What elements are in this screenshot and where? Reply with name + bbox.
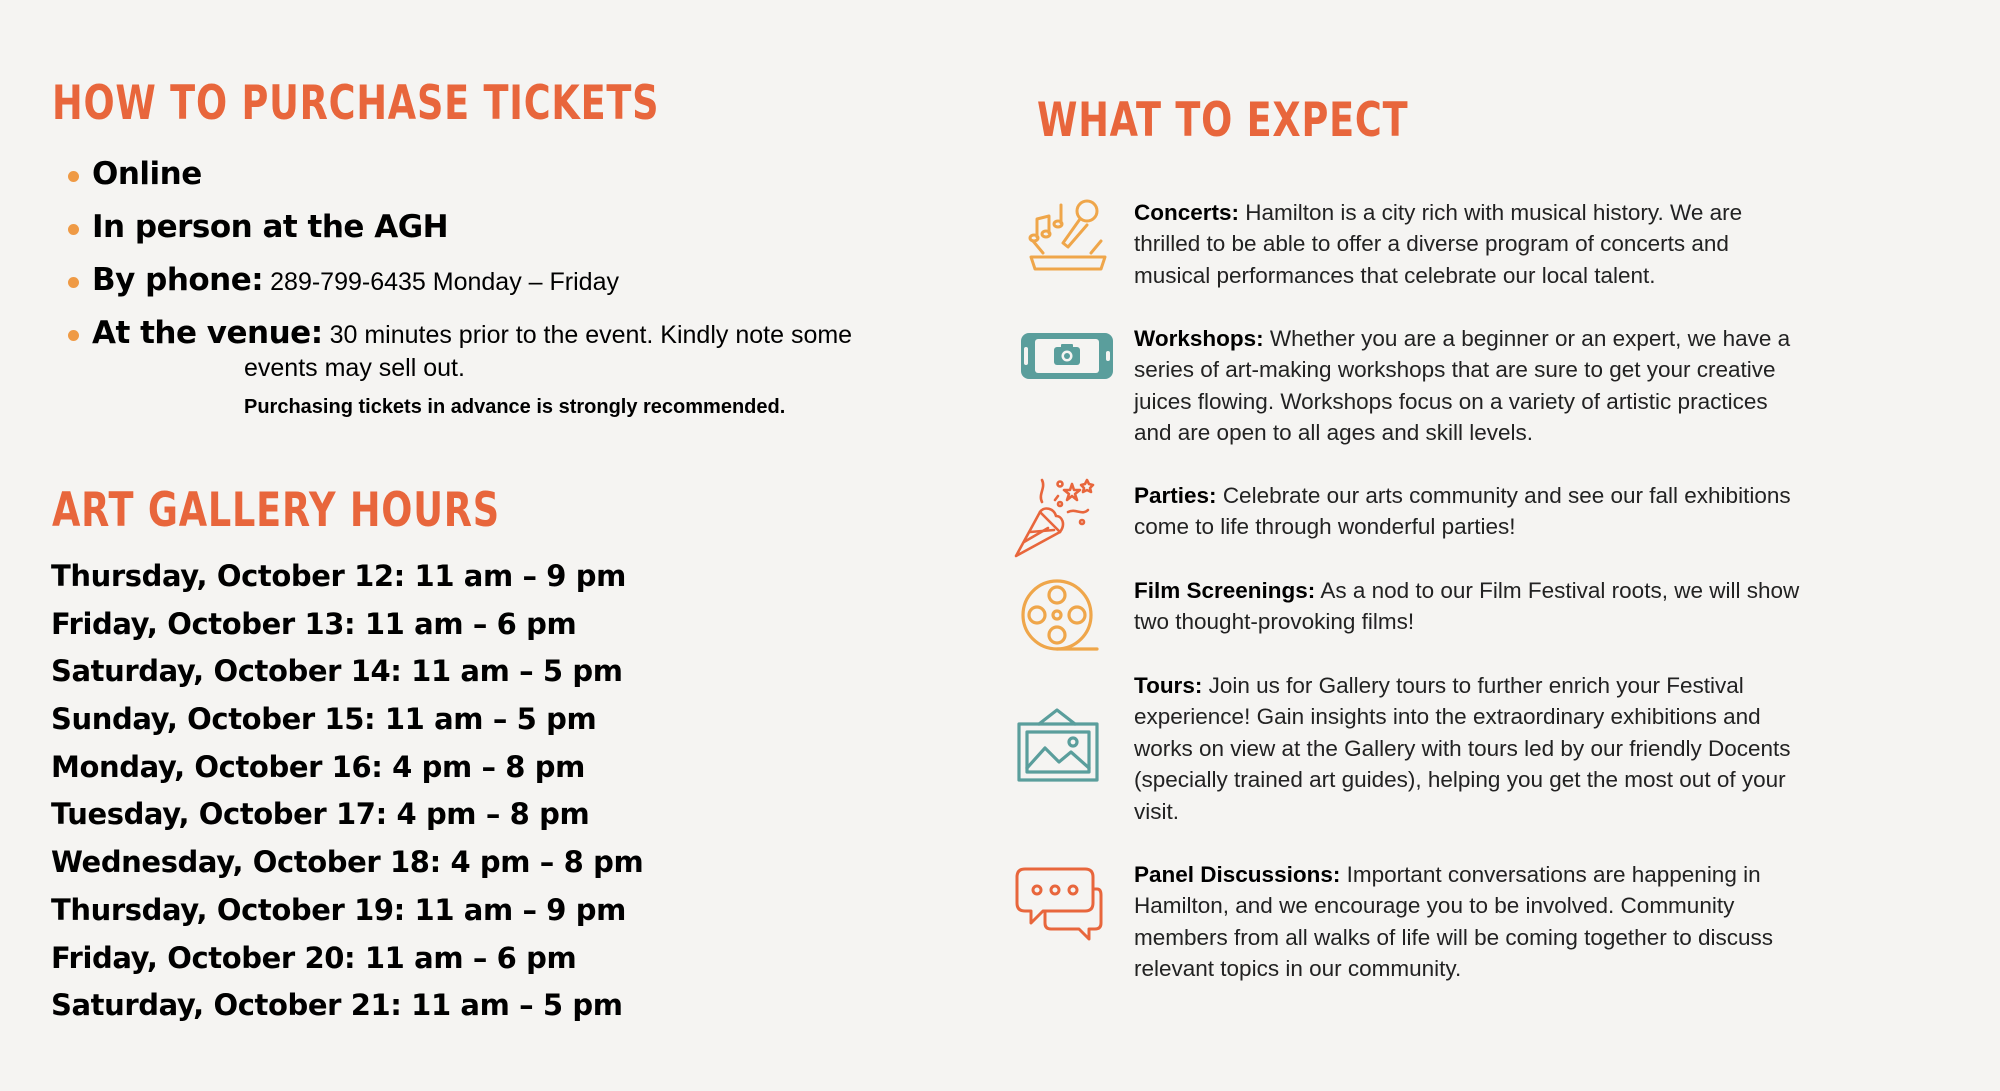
purchase-item-text: 289-799-6435 Monday – Friday	[270, 268, 619, 296]
purchase-item-label: In person at the AGH	[92, 209, 449, 245]
hours-row: Thursday, October 19: 11 am – 9 pm	[51, 892, 626, 927]
purchase-item-text-continued: events may sell out.	[244, 354, 465, 382]
bullet-dot	[68, 330, 79, 341]
concert-icon	[1025, 197, 1115, 287]
hours-row: Thursday, October 12: 11 am – 9 pm	[51, 559, 626, 593]
hours-row: Friday, October 13: 11 am – 6 pm	[51, 606, 577, 641]
bullet-dot	[68, 277, 79, 288]
expect-item-label: Parties:	[1134, 483, 1217, 508]
expect-item-text: Join us for Gallery tours to further enrich your Festival experience! Gain insights into the extraordinary exhibitions and works on view at the Gallery with tours led by our friendly Docents (specially trained art guides), helping you get the most out of your visit.	[1134, 673, 1791, 824]
gallery-hours-list	[51, 553, 643, 1030]
expect-item-description	[1134, 323, 1804, 449]
purchase-item-label: Online	[92, 156, 202, 192]
expect-item-description	[1134, 670, 1804, 827]
film-reel-icon	[1017, 575, 1107, 665]
purchase-item-label: At the venue:	[92, 315, 323, 351]
expect-item-text: Hamilton is a city rich with musical history. We are thrilled to be able to offer a diverse program of concerts and musical performances that celebrate our local talent.	[1134, 200, 1743, 288]
hours-row: Wednesday, October 18: 4 pm – 8 pm	[51, 845, 644, 880]
expect-item-text: Whether you are a beginner or an expert, we have a series of art-making workshops that are sure to get your creative juices flowing. Workshops focus on a variety of artistic practices and are open to all ages and skill levels.	[1134, 326, 1791, 446]
hours-row: Saturday, October 21: 11 am – 5 pm	[51, 988, 623, 1023]
framed-picture-icon	[1015, 703, 1105, 793]
hours-row: Friday, October 20: 11 am – 6 pm	[51, 940, 577, 975]
purchase-item-in-person	[62, 211, 448, 246]
purchase-item-online	[62, 158, 202, 193]
expect-item-description	[1134, 480, 1804, 543]
expect-item-label: Film Screenings:	[1134, 578, 1316, 603]
purchase-tickets-heading: HOW TO PURCHASE TICKETS	[52, 76, 660, 131]
expect-item-label: Concerts:	[1134, 200, 1240, 225]
expect-item-description	[1134, 197, 1804, 291]
chat-bubbles-icon	[1015, 865, 1105, 955]
party-popper-icon	[1010, 472, 1100, 562]
hours-row: Sunday, October 15: 11 am – 5 pm	[51, 702, 597, 737]
gallery-hours-heading: ART GALLERY HOURS	[52, 483, 501, 538]
purchase-item-phone	[62, 264, 619, 299]
expect-item-description	[1134, 859, 1804, 985]
expect-item-text: Important conversations are happening in Hamilton, and we encourage you to be involved. Community members from all walks of life will be coming together to discuss relevant topics in our community.	[1134, 862, 1773, 982]
hours-row: Tuesday, October 17: 4 pm – 8 pm	[51, 797, 590, 832]
advance-purchase-note: Purchasing tickets in advance is strongly recommended.	[244, 396, 786, 418]
expect-item-label: Tours:	[1134, 673, 1203, 698]
what-to-expect-heading: WHAT TO EXPECT	[1037, 93, 1409, 148]
purchase-item-venue	[62, 317, 852, 424]
bullet-dot	[68, 171, 79, 182]
expect-item-description	[1134, 575, 1804, 638]
bullet-dot	[68, 224, 79, 235]
expect-item-text: Celebrate our arts community and see our fall exhibitions come to life through wonderful parties!	[1134, 483, 1791, 540]
expect-item-label: Panel Discussions:	[1134, 862, 1341, 887]
purchase-item-text: 30 minutes prior to the event. Kindly note some	[329, 321, 853, 349]
hours-row: Saturday, October 14: 11 am – 5 pm	[51, 654, 623, 689]
purchase-item-label: By phone:	[92, 262, 264, 298]
expect-item-label: Workshops:	[1134, 326, 1264, 351]
expect-item-text: As a nod to our Film Festival roots, we will show two thought-provoking films!	[1134, 578, 1800, 635]
camera-phone-icon	[1019, 327, 1115, 387]
hours-row: Monday, October 16: 4 pm – 8 pm	[51, 749, 585, 784]
